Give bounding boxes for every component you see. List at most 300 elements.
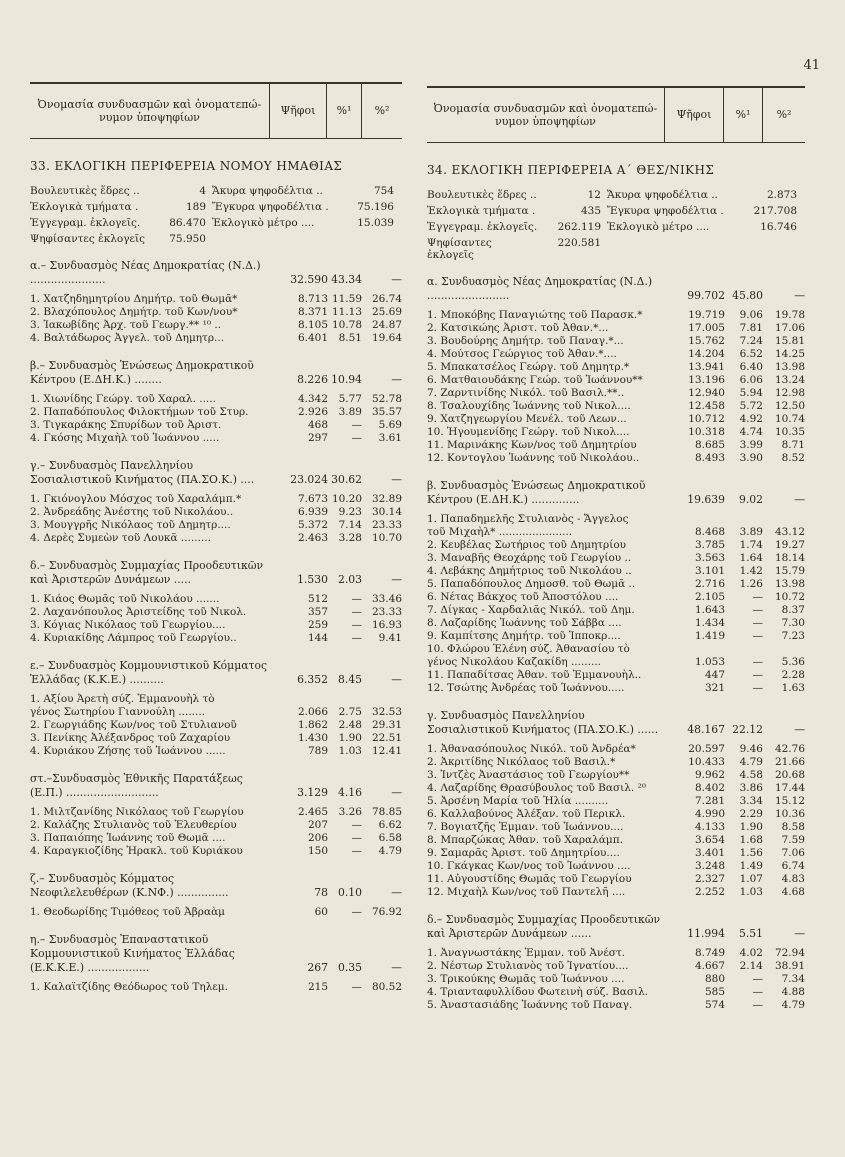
candidate-pct1: 9.06	[739, 309, 763, 321]
candidate-name: 6. Νέτας Βάκχος τοῦ Ἀποστόλου ....	[427, 591, 619, 603]
candidate-row	[30, 306, 402, 319]
candidate-votes: 144	[307, 632, 328, 644]
candidate-name: 1. Θεοδωρίδης Τιμόθεος τοῦ Ἀβραὰμ	[30, 906, 225, 918]
candidate-row	[427, 387, 805, 400]
candidate-row	[30, 319, 402, 332]
candidate-list	[427, 947, 805, 1012]
candidate-pct1: —	[351, 606, 362, 618]
candidate-pct2	[763, 643, 805, 656]
coalition-header	[30, 359, 402, 387]
candidate-name: 2. Παπαδόπουλος Φιλοκτήμων τοῦ Στυρ.	[30, 406, 249, 418]
candidate-votes: 3.563	[694, 552, 725, 564]
candidate-row	[427, 782, 805, 795]
candidate-pct1: —	[752, 669, 763, 681]
coalition-header	[30, 259, 402, 287]
candidate-votes: 4.990	[694, 808, 725, 820]
candidate-pct2: 21.66	[774, 756, 805, 768]
candidate-pct1: 4.58	[739, 769, 763, 781]
candidate-votes: 8.105	[297, 319, 328, 331]
candidate-pct2: 4.79	[378, 845, 402, 857]
candidate-row	[427, 604, 805, 617]
coalition-header	[427, 479, 805, 507]
candidate-pct2: 26.74	[371, 293, 402, 305]
coalition-votes: 1.530	[297, 573, 328, 586]
stat-label: Ἐκλογικὸ μέτρο ....	[607, 221, 710, 233]
candidate-pct2: 17.44	[774, 782, 805, 794]
coalition-pct2: —	[391, 273, 402, 286]
candidate-name: γένος Νικολάου Καζακίδη .........	[427, 656, 601, 668]
candidate-row	[427, 847, 805, 860]
candidate-votes: 10.433	[688, 756, 725, 768]
candidate-pct1: 1.64	[739, 552, 763, 564]
stat-label: Ἄκυρα ψηφοδέλτια ..	[212, 185, 323, 197]
candidate-pct1: 4.02	[739, 947, 763, 959]
candidate-votes: 207	[307, 819, 328, 831]
stat-label	[212, 233, 332, 245]
header-votes-col: Ψῆφοι	[269, 84, 326, 138]
candidate-name: 6. Ματθαιουδάκης Γεώρ. τοῦ Ἰωάννου**	[427, 374, 643, 386]
candidate-pct2: 13.24	[774, 374, 805, 386]
candidate-row	[427, 999, 805, 1012]
candidate-name: 9. Χατζηγεωργίου Μενέλ. τοῦ Λεων...	[427, 413, 627, 425]
candidate-pct1: —	[752, 656, 763, 668]
candidate-votes: 1.419	[694, 630, 725, 642]
candidate-pct1: 4.92	[739, 413, 763, 425]
candidate-name: 4. Δερὲς Συμεὼν τοῦ Λουκᾶ .........	[30, 532, 211, 544]
coalition-pct2: —	[391, 886, 402, 899]
candidate-pct1: 1.42	[739, 565, 763, 577]
candidate-row	[30, 293, 402, 306]
candidate-pct2: 7.34	[781, 973, 805, 985]
stat-value: 217.708	[753, 205, 797, 217]
stat-label: Ἔγκυρα ψηφοδέλτια .	[607, 205, 724, 217]
candidate-row	[427, 743, 805, 756]
candidate-pct1: 1.07	[739, 873, 763, 885]
candidate-pct1: 5.77	[338, 393, 362, 405]
candidate-row	[427, 947, 805, 960]
candidate-votes: 880	[704, 973, 725, 985]
coalition-block	[30, 459, 402, 545]
candidate-pct1: 1.90	[739, 821, 763, 833]
candidate-pct2: 3.61	[378, 432, 402, 444]
coalition-header	[30, 459, 402, 487]
candidate-pct1: 4.79	[739, 756, 763, 768]
candidate-votes: 4.342	[297, 393, 328, 405]
candidate-name: 7. Βογιατζῆς Ἐμμαν. τοῦ Ἰωάννου....	[427, 821, 624, 833]
candidate-pct1: —	[351, 593, 362, 605]
coalition-pct2: —	[391, 473, 402, 486]
candidate-pct2: 29.31	[371, 719, 402, 731]
candidate-votes: 1.430	[297, 732, 328, 744]
coalition-pct1: 5.51	[738, 927, 763, 940]
stat-value: 4	[199, 185, 206, 197]
candidate-votes: 8.402	[694, 782, 725, 794]
candidate-row	[427, 808, 805, 821]
coalition-pct1: 9.02	[738, 493, 763, 506]
candidate-row	[427, 578, 805, 591]
candidate-row	[427, 986, 805, 999]
candidate-votes: 20.597	[688, 743, 725, 755]
candidate-row	[427, 591, 805, 604]
candidate-row	[30, 393, 402, 406]
stat-label: Ἔγκυρα ψηφοδέλτια .	[212, 201, 329, 213]
candidate-row	[30, 593, 402, 606]
header-pct2-col: %²	[762, 88, 805, 142]
coalition-pct1: 4.16	[337, 786, 362, 799]
candidate-row	[427, 565, 805, 578]
candidate-name: 1. Χιωνίδης Γεώργ. τοῦ Χαραλ. .....	[30, 393, 216, 405]
candidate-name: 12. Μιχαὴλ Κων/νος τοῦ Παντελῆ ....	[427, 886, 626, 898]
coalition-header	[30, 933, 402, 975]
candidate-votes: 585	[704, 986, 725, 998]
candidate-pct1: 3.89	[338, 406, 362, 418]
candidate-pct2: 5.36	[781, 656, 805, 668]
left-column	[30, 82, 402, 994]
candidate-pct2	[763, 513, 805, 526]
coalition-header	[30, 659, 402, 687]
candidate-row	[30, 719, 402, 732]
candidate-row	[427, 322, 805, 335]
coalition-pct1: 22.12	[732, 723, 763, 736]
candidate-pct1: —	[351, 845, 362, 857]
candidate-votes: 60	[314, 906, 328, 918]
candidate-list	[30, 806, 402, 858]
candidate-pct1: 3.99	[739, 439, 763, 451]
candidate-row	[30, 706, 402, 719]
candidate-pct2: 78.85	[371, 806, 402, 818]
candidate-list	[30, 293, 402, 345]
candidate-votes: 321	[704, 682, 725, 694]
coalition-header	[30, 772, 402, 800]
candidate-votes: 7.281	[694, 795, 725, 807]
candidate-votes: 215	[307, 981, 328, 993]
candidate-list	[30, 393, 402, 445]
candidate-votes: 8.468	[694, 526, 725, 538]
candidate-pct2: 80.52	[371, 981, 402, 993]
candidate-pct1: —	[752, 617, 763, 629]
candidate-votes: 2.926	[297, 406, 328, 418]
candidate-name: 1. Αξίου Ἀρετὴ σύζ. Ἐμμανουὴλ τὸ	[30, 693, 215, 705]
candidate-row	[427, 426, 805, 439]
candidate-votes: 2.252	[694, 886, 725, 898]
candidate-row	[427, 643, 805, 656]
stat-value: 262.119	[557, 221, 601, 233]
candidate-list	[30, 493, 402, 545]
candidate-name: 1. Καλαϊτζίδης Θεόδωρος τοῦ Τηλεμ.	[30, 981, 228, 993]
candidate-votes: 1.643	[694, 604, 725, 616]
candidate-pct2	[362, 693, 402, 706]
candidate-pct1: 3.86	[739, 782, 763, 794]
candidate-row	[427, 656, 805, 669]
candidate-name: 7. Ζαρντινίδης Νικόλ. τοῦ Βασιλ.**..	[427, 387, 625, 399]
candidate-votes: 259	[307, 619, 328, 631]
coalition-votes: 99.702	[687, 289, 725, 302]
coalition-votes: 19.639	[687, 493, 725, 506]
candidate-pct2: 13.98	[774, 361, 805, 373]
candidate-pct2: 8.58	[781, 821, 805, 833]
candidate-name: 2. Βλαχόπουλος Δημήτρ. τοῦ Κων/νου*	[30, 306, 238, 318]
candidate-row	[30, 832, 402, 845]
candidate-pct1: 2.14	[739, 960, 763, 972]
candidate-name: 9. Σαμαρᾶς Ἀριστ. τοῦ Δημητρίου....	[427, 847, 620, 859]
candidate-pct1	[725, 643, 763, 656]
coalition-title: α.– Συνδυασμὸς Νέας Δημοκρατίας (Ν.Δ.) ......................	[30, 259, 261, 286]
candidate-row	[427, 834, 805, 847]
candidate-pct2: 2.28	[781, 669, 805, 681]
candidate-pct2: 7.59	[781, 834, 805, 846]
candidate-pct2: 4.83	[781, 873, 805, 885]
candidate-pct1: 2.48	[338, 719, 362, 731]
table-header	[427, 86, 805, 143]
candidate-name: 5. Παπαδόπουλος Δημοσθ. τοῦ Θωμᾶ ..	[427, 578, 636, 590]
candidate-pct1: 2.75	[338, 706, 362, 718]
candidate-name: 1. Μποκόβης Παναγιώτης τοῦ Παρασκ.*	[427, 309, 643, 321]
candidate-pct1: 10.78	[331, 319, 362, 331]
candidate-row	[427, 361, 805, 374]
candidate-name: 10. Ἡγουμενίδης Γεώργ. τοῦ Νικολ....	[427, 426, 630, 438]
coalition-votes: 6.352	[297, 673, 328, 686]
candidate-pct1: 6.06	[739, 374, 763, 386]
coalition-block	[427, 913, 805, 1012]
candidate-name: 5. Μπακατσέλος Γεώργ. τοῦ Δημητρ.*	[427, 361, 630, 373]
candidate-votes: 12.458	[688, 400, 725, 412]
candidate-pct2: 18.14	[774, 552, 805, 564]
candidate-pct2: 15.79	[774, 565, 805, 577]
coalition-block	[30, 259, 402, 345]
candidate-pct2: 52.78	[371, 393, 402, 405]
district-title: 33. ΕΚΛΟΓΙΚΗ ΠΕΡΙΦΕΡΕΙΑ ΝΟΜΟΥ ΗΜΑΘΙΑΣ	[30, 159, 343, 173]
candidate-row	[30, 493, 402, 506]
candidate-name: 6. Καλλαβούνος Ἀλέξαν. τοῦ Περικλ.	[427, 808, 626, 820]
coalition-votes: 23.024	[290, 473, 328, 486]
candidate-votes: 3.654	[694, 834, 725, 846]
candidate-pct2: 32.53	[371, 706, 402, 718]
candidate-pct1: 7.14	[338, 519, 362, 531]
coalition-votes: 32.590	[290, 273, 328, 286]
candidate-name: 1. Κιάος Θωμᾶς τοῦ Νικολάου .......	[30, 593, 220, 605]
candidate-pct2: 10.70	[371, 532, 402, 544]
coalition-pct1: 8.45	[337, 673, 362, 686]
candidate-pct2: 8.71	[781, 439, 805, 451]
candidate-votes: 2.105	[694, 591, 725, 603]
candidate-pct1: 3.90	[739, 452, 763, 464]
candidate-row	[30, 732, 402, 745]
candidate-pct1: 5.94	[739, 387, 763, 399]
candidate-pct2: 15.12	[774, 795, 805, 807]
table-header	[30, 82, 402, 139]
candidate-row	[30, 745, 402, 758]
candidate-name: 10. Γκάγκας Κων/νος τοῦ Ἰωάννου ....	[427, 860, 631, 872]
candidate-name: 3. Πενίκης Ἀλέξανδρος τοῦ Ζαχαρίου	[30, 732, 231, 744]
candidate-pct1: —	[752, 682, 763, 694]
candidate-pct2: 32.89	[371, 493, 402, 505]
candidate-row	[30, 819, 402, 832]
candidate-name: 7. Δίγκας - Χαρδαλιᾶς Νικόλ. τοῦ Δημ.	[427, 604, 635, 616]
candidate-pct2: 4.88	[781, 986, 805, 998]
candidate-votes: 206	[307, 832, 328, 844]
coalition-pct2: —	[794, 723, 805, 736]
candidate-pct2: 33.46	[371, 593, 402, 605]
candidate-row	[427, 630, 805, 643]
candidate-row	[30, 632, 402, 645]
candidate-votes: 3.248	[694, 860, 725, 872]
candidate-pct2: 23.33	[371, 606, 402, 618]
candidate-pct1: 1.49	[739, 860, 763, 872]
candidate-name: 4. Λεβάκης Δημήτριος τοῦ Νικολάου ..	[427, 565, 632, 577]
candidate-pct2: 20.68	[774, 769, 805, 781]
candidate-votes: 789	[307, 745, 328, 757]
coalition-pct2: —	[391, 786, 402, 799]
candidate-pct1: 7.81	[739, 322, 763, 334]
candidate-pct2: 5.69	[378, 419, 402, 431]
district-stats	[30, 185, 402, 245]
candidate-pct1: 3.28	[338, 532, 362, 544]
candidate-votes: 574	[704, 999, 725, 1011]
coalition-title: γ. Συνδυασμὸς Πανελληνίου Σοσιαλιστικοῦ Κινήματος (ΠΑ.ΣΟ.Κ.) ......	[427, 709, 659, 736]
coalition-votes: 78	[314, 886, 328, 899]
candidate-pct2: 76.92	[371, 906, 402, 918]
candidate-name: 4. Λαζαρίδης Θρασύβουλος τοῦ Βασιλ. ²⁰	[427, 782, 647, 794]
candidate-name: 12. Τσώτης Ἀνδρέας τοῦ Ἰωάννου.....	[427, 682, 625, 694]
candidate-row	[30, 845, 402, 858]
coalition-pct1: 30.62	[331, 473, 362, 486]
candidate-pct2: 25.69	[371, 306, 402, 318]
candidate-name: 5. Ἀρσένη Μαρία τοῦ Ἠλία ..........	[427, 795, 609, 807]
candidate-pct1: 10.20	[331, 493, 362, 505]
candidate-name: 11. Αὐγουστίδης Θωμᾶς τοῦ Γεωργίου	[427, 873, 632, 885]
candidate-pct1: 8.51	[338, 332, 362, 344]
candidate-pct2: 35.57	[371, 406, 402, 418]
candidate-row	[427, 821, 805, 834]
stat-label: Ἐκλογικὸ μέτρο ....	[212, 217, 315, 229]
coalition-title: ζ.– Συνδυασμὸς Κόμματος Νεοφιλελευθέρων (Κ.ΝΦ.) ...............	[30, 872, 229, 899]
candidate-pct2: 22.51	[371, 732, 402, 744]
candidate-pct2: 4.79	[781, 999, 805, 1011]
candidate-name: 2. Νέστωρ Στυλιανὸς τοῦ Ἰγνατίου....	[427, 960, 629, 972]
candidate-votes: 150	[307, 845, 328, 857]
coalition-pct1: 43.34	[331, 273, 362, 286]
candidate-pct2: 6.58	[378, 832, 402, 844]
candidate-votes: 1.053	[694, 656, 725, 668]
candidate-name: 3. Κόγιας Νικόλαος τοῦ Γεωργίου....	[30, 619, 226, 631]
candidate-pct1: —	[351, 619, 362, 631]
candidate-pct1: 3.26	[338, 806, 362, 818]
candidate-row	[427, 400, 805, 413]
candidate-name: 2. Γεωργιάδης Κων/νος τοῦ Στυλιανοῦ	[30, 719, 237, 731]
candidate-row	[427, 669, 805, 682]
candidate-pct1: —	[351, 819, 362, 831]
coalition-pct1: 10.94	[331, 373, 362, 386]
candidate-name: 10. Φλώρου Ἑλένη σύζ. Ἀθανασίου τὸ	[427, 643, 630, 655]
candidate-votes: 8.685	[694, 439, 725, 451]
candidate-pct2: 12.41	[371, 745, 402, 757]
candidate-pct2: 12.98	[774, 387, 805, 399]
candidate-row	[30, 419, 402, 432]
candidate-name: 9. Καμπίτσης Δημήτρ. τοῦ Ἱπποκρ....	[427, 630, 621, 642]
candidate-name: 11. Παπαδίτσας Ἀθαν. τοῦ Ἐμμανουὴλ..	[427, 669, 642, 681]
candidate-votes: 6.939	[297, 506, 328, 518]
candidate-row	[427, 335, 805, 348]
coalition-header	[427, 275, 805, 303]
candidate-row	[427, 413, 805, 426]
candidate-name: 12. Κοντογλου Ἰωάννης τοῦ Νικολάου..	[427, 452, 640, 464]
candidate-pct2: 23.33	[371, 519, 402, 531]
candidate-votes: 3.785	[694, 539, 725, 551]
candidate-votes: 4.133	[694, 821, 725, 833]
candidate-pct1: —	[351, 432, 362, 444]
candidate-list	[427, 309, 805, 465]
candidate-votes: 9.962	[694, 769, 725, 781]
stat-value: 75.950	[169, 233, 206, 245]
stat-value: 86.470	[169, 217, 206, 229]
candidate-pct1: —	[351, 632, 362, 644]
candidate-name: 1. Ἀναγνωστάκης Ἐμμαν. τοῦ Ἀνέστ.	[427, 947, 626, 959]
candidate-pct2: 6.62	[378, 819, 402, 831]
candidate-pct1: 11.59	[331, 293, 362, 305]
coalition-block	[30, 872, 402, 919]
stat-value: 2.873	[766, 189, 797, 201]
candidate-pct2: 42.76	[774, 743, 805, 755]
candidate-pct1	[725, 513, 763, 526]
candidate-row	[30, 981, 402, 994]
candidate-row	[30, 406, 402, 419]
coalition-block	[30, 772, 402, 858]
candidate-votes: 13.941	[688, 361, 725, 373]
candidate-pct1: 1.74	[739, 539, 763, 551]
coalition-header	[30, 559, 402, 587]
candidate-pct1: 1.03	[739, 886, 763, 898]
coalition-votes: 11.994	[687, 927, 725, 940]
candidate-pct2: 43.12	[774, 526, 805, 538]
candidate-name: 8. Λαζαρίδης Ἰωάννης τοῦ Σάββα ....	[427, 617, 622, 629]
stat-value: 75.196	[357, 201, 394, 213]
candidate-name: 4. Βαλτάδωρος Ἀγγελ. τοῦ Δημητρ...	[30, 332, 225, 344]
candidate-name: 3. Τρικούκης Θωμᾶς τοῦ Ἰωάννου ....	[427, 973, 625, 985]
coalition-title: στ.–Συνδυασμὸς Ἐθνικῆς Παρατάξεως (Ε.Π.) ...........................	[30, 772, 243, 799]
candidate-votes: 512	[307, 593, 328, 605]
candidate-row	[427, 756, 805, 769]
candidate-pct1: —	[351, 981, 362, 993]
candidate-row	[30, 693, 402, 706]
coalition-pct1: 2.03	[337, 573, 362, 586]
candidate-pct2: 7.06	[781, 847, 805, 859]
candidate-pct2: 72.94	[774, 947, 805, 959]
candidate-name: 1. Χατζηδημητρίου Δημήτρ. τοῦ Θωμᾶ*	[30, 293, 238, 305]
candidate-pct1: 3.89	[739, 526, 763, 538]
candidate-pct1: —	[351, 906, 362, 918]
coalition-pct2: —	[794, 493, 805, 506]
candidate-pct2: 30.14	[371, 506, 402, 518]
candidate-pct2: 10.35	[774, 426, 805, 438]
candidate-pct2: 4.68	[781, 886, 805, 898]
candidate-pct2: 24.87	[371, 319, 402, 331]
coalition-title: γ.– Συνδυασμὸς Πανελληνίου Σοσιαλιστικοῦ Κινήματος (ΠΑ.ΣΟ.Κ.) ....	[30, 459, 255, 486]
candidate-votes: 15.762	[688, 335, 725, 347]
candidate-votes: 10.712	[688, 413, 725, 425]
coalition-title: ε.– Συνδυασμὸς Κομμουνιστικοῦ Κόμματος Ἑλλάδας (Κ.Κ.Ε.) ..........	[30, 659, 268, 686]
candidate-name: 4. Γκόσης Μιχαὴλ τοῦ Ἰωάννου .....	[30, 432, 220, 444]
stat-value	[737, 237, 797, 261]
candidate-pct2: 7.30	[781, 617, 805, 629]
candidate-pct1: 9.23	[338, 506, 362, 518]
candidate-votes: 468	[307, 419, 328, 431]
stat-value: 12	[587, 189, 601, 201]
candidate-list	[427, 743, 805, 899]
candidate-row	[30, 432, 402, 445]
stat-value: 220.581	[557, 237, 601, 249]
candidate-votes: 1.862	[297, 719, 328, 731]
candidate-votes: 8.749	[694, 947, 725, 959]
